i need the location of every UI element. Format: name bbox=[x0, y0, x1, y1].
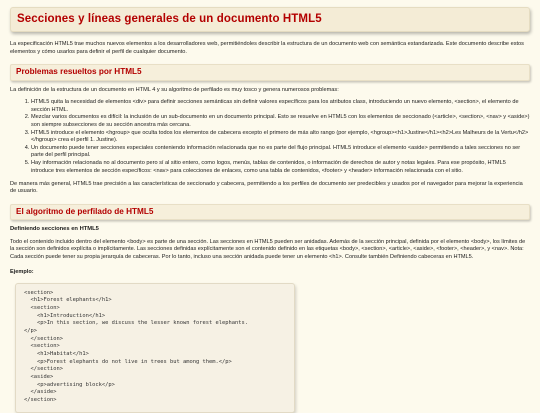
code-line: </section> bbox=[24, 366, 63, 373]
section-header-problems bbox=[10, 64, 530, 81]
code-line: <p>In this section, we discuss the lesser known forest elephants. bbox=[24, 320, 248, 327]
code-line: </section> bbox=[24, 335, 63, 342]
list-item: 5. Hay información relacionada no al documento pero sí al sitio entero, como logos, menús, tablas de contenidos, o información de derechos de autor y notas legales. Para ese propósito, HTML5 introduce tres elementos de sección específicos: <nav> para colecciones de enlaces, como una tabla de contenidos, <footer> y <header> información relacionada con el sitio. bbox=[31, 160, 530, 175]
code-line: <h1>Introduction</h1> bbox=[24, 312, 106, 319]
code-line: <h1>Forest elephants</h1> bbox=[24, 297, 112, 304]
problems-list bbox=[10, 99, 530, 175]
title-banner bbox=[10, 7, 530, 32]
example-label: Ejemplo: bbox=[10, 269, 34, 276]
code-line: <aside> bbox=[24, 373, 54, 380]
problems-closing-paragraph: De manera más general, HTML5 trae precisión a las características de seccionado y cabecera, permitiendo a los perfiles de documento ser predecibles y usados por el navegador para mejorar la experiencia de usuario. bbox=[10, 180, 523, 195]
code-example-block bbox=[15, 283, 295, 413]
list-item: 1. HTML5 quita la necesidad de elementos <div> para definir secciones semánticas sin definir valores específicos para los atributos class, introduciendo un nuevo elemento, <section>, el elemento de sección HTML. bbox=[31, 99, 530, 114]
code-line: <section> bbox=[24, 343, 60, 350]
code-line: <section> bbox=[24, 304, 60, 311]
code-line: <h1>Habitat</h1> bbox=[24, 350, 89, 357]
code-line: <p>Forest elephants do not live in trees but among them.</p> bbox=[24, 358, 232, 365]
list-item: 4. Un documento puede tener secciones especiales conteniendo información relacionada que no es parte del flujo principal. HTML5 introduce el elemento <aside> permitiendo a tales secciones no ser parte del perfil principal. bbox=[31, 145, 530, 160]
list-item: 2. Mezclar varios documentos es difícil: la inclusión de un sub-documento en un documento principal. Esto se resuelve en HTML5 con los elementos de seccionado (<article>, <section>, <nav> y <aside>) son siempre subsecciones de su sección ancestra más cercana. bbox=[31, 114, 530, 129]
subsection-title-defining-sections: Definiendo secciones en HTML5 bbox=[10, 226, 99, 233]
code-line: </aside> bbox=[24, 389, 57, 396]
code-line: <section> bbox=[24, 289, 54, 296]
defining-sections-paragraph: Todo el contenido incluido dentro del elemento <body> es parte de una sección. Las secciones en HTML5 pueden ser anidadas. Además de la sección principal, definida por el elemento <body>, los límites de la sección son definidos explícita o implícitamente. Las secciones definidas explícitamente son el contenido definido en las etiquetas <body>, <section>, <article>, <aside>, <footer>, <header>, y <nav>. Nota: Cada sección puede tener su propia jerarquía de cabeceras. Por lo tanto, incluso una sección anidada puede tener un elemento <h1>. Consulte también Definiendo cabeceras en HTML5. bbox=[10, 239, 526, 260]
intro-paragraph: La especificación HTML5 trae muchos nuevos elementos a los desarrolladores web, permitiéndoles describir la estructura de un documento web con semántica estandarizada. Este documento describe estos elementos y cómo usarlos para definir el perfil de cualquier documento. bbox=[10, 41, 524, 55]
list-item: 3. HTML5 introduce el elemento <hgroup> que oculta todos los elementos de cabecera excepto el primero de más alto rango (por ejemplo, <hgroup><h1>Justine</h1><h2>Les Malheurs de la Vertu</h2></hgroup> crea el perfil 1. Justine). bbox=[31, 130, 530, 145]
code-line: </p> bbox=[24, 327, 37, 334]
page-title: Secciones y líneas generales de un documento HTML5 bbox=[17, 13, 322, 25]
code-line: <p>advertising block</p> bbox=[24, 381, 115, 388]
section-header-algorithm bbox=[10, 204, 530, 221]
section-title-algorithm: El algoritmo de perfilado de HTML5 bbox=[16, 206, 154, 216]
problems-lead-paragraph: La definición de la estructura de un documento en HTML 4 y su algoritmo de perfilado es muy tosco y genera numerosos problemas: bbox=[10, 86, 339, 93]
code-line: </section> bbox=[24, 397, 57, 403]
section-title-problems: Problemas resueltos por HTML5 bbox=[16, 66, 142, 76]
